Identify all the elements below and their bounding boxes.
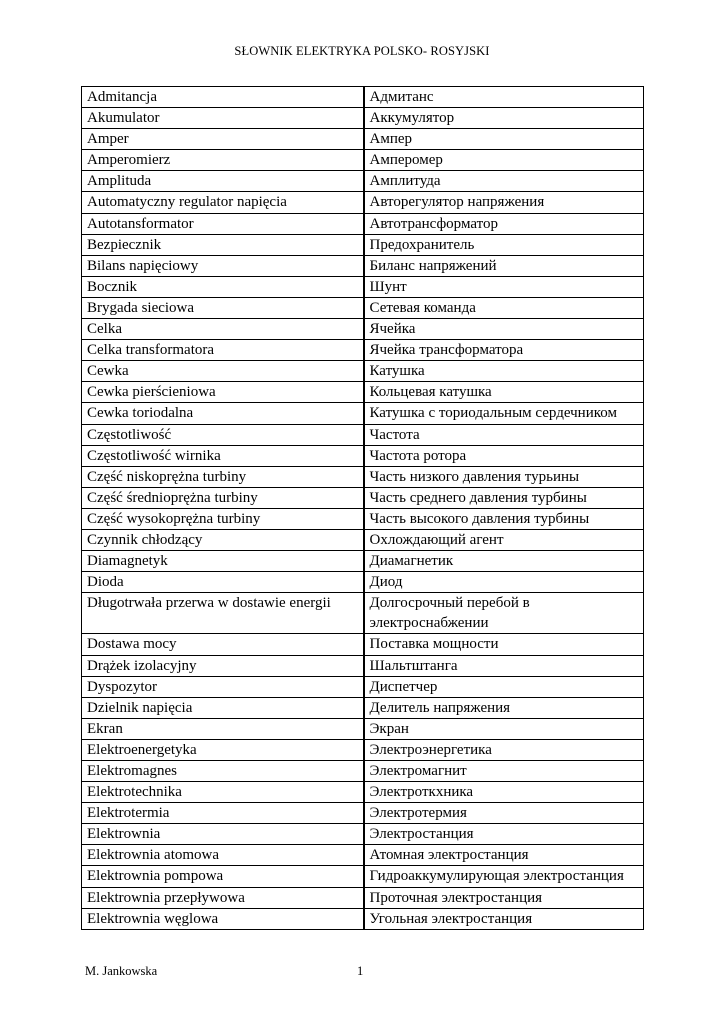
russian-term: Авторегулятор напряжения [364, 192, 644, 213]
russian-term: Гидроаккумулирующая электростанция [364, 866, 644, 887]
table-row [82, 529, 644, 550]
table-row [82, 192, 644, 213]
table-row [82, 171, 644, 192]
polish-term: Ekran [82, 718, 364, 739]
russian-term: Амперомер [364, 150, 644, 171]
table-row [82, 445, 644, 466]
russian-term: Диамагнетик [364, 551, 644, 572]
russian-term: Поставка мощности [364, 634, 644, 655]
polish-term: Elektrownia węglowa [82, 908, 364, 929]
russian-term: Шунт [364, 276, 644, 297]
table-row [82, 424, 644, 445]
table-row [82, 213, 644, 234]
polish-term: Część niskoprężna turbiny [82, 466, 364, 487]
polish-term: Drążek izolacyjny [82, 655, 364, 676]
table-row [82, 718, 644, 739]
russian-term: Электростанция [364, 824, 644, 845]
polish-term: Diamagnetyk [82, 551, 364, 572]
table-row [82, 845, 644, 866]
table-row [82, 108, 644, 129]
russian-term: Автотрансформатор [364, 213, 644, 234]
polish-term: Elektrotechnika [82, 782, 364, 803]
polish-term: Amper [82, 129, 364, 150]
russian-term: Шальтштанга [364, 655, 644, 676]
table-row [82, 297, 644, 318]
table-row [82, 319, 644, 340]
polish-term: Dioda [82, 572, 364, 593]
polish-term: Celka [82, 319, 364, 340]
table-row [82, 824, 644, 845]
polish-term: Czynnik chłodzący [82, 529, 364, 550]
table-row [82, 551, 644, 572]
polish-term: Autotansformator [82, 213, 364, 234]
table-row [82, 340, 644, 361]
polish-term: Bilans napięciowy [82, 255, 364, 276]
polish-term: Część średnioprężna turbiny [82, 487, 364, 508]
russian-term: Ячейка [364, 319, 644, 340]
table-row [82, 739, 644, 760]
polish-term: Częstotliwość [82, 424, 364, 445]
polish-term: Celka transformatora [82, 340, 364, 361]
table-row [82, 782, 644, 803]
russian-term: Частота ротора [364, 445, 644, 466]
russian-term: Проточная электростанция [364, 887, 644, 908]
polish-term: Dzielnik napięcia [82, 697, 364, 718]
russian-term: Сетевая команда [364, 297, 644, 318]
polish-term: Elektrownia [82, 824, 364, 845]
polish-term: Elektrotermia [82, 803, 364, 824]
polish-term: Amplituda [82, 171, 364, 192]
russian-term: Диод [364, 572, 644, 593]
table-row [82, 593, 644, 634]
table-row [82, 87, 644, 108]
russian-term: Адмитанс [364, 87, 644, 108]
table-row [82, 382, 644, 403]
table-row [82, 908, 644, 929]
dictionary-table [81, 86, 644, 930]
table-row [82, 676, 644, 697]
table-row [82, 697, 644, 718]
russian-term: Катушка с ториодальным сердечником [364, 403, 644, 424]
russian-term: Охлождающий агент [364, 529, 644, 550]
polish-term: Elektrownia atomowa [82, 845, 364, 866]
russian-term: Диспетчер [364, 676, 644, 697]
russian-term: Часть низкого давления турьины [364, 466, 644, 487]
table-row [82, 572, 644, 593]
polish-term: Elektrownia przepływowa [82, 887, 364, 908]
table-row [82, 403, 644, 424]
table-row [82, 276, 644, 297]
russian-term: Долгосрочный перебой в электроснабжении [364, 593, 644, 634]
russian-term: Экран [364, 718, 644, 739]
russian-term: Угольная электростанция [364, 908, 644, 929]
table-row [82, 803, 644, 824]
table-row [82, 361, 644, 382]
polish-term: Cewka [82, 361, 364, 382]
polish-term: Bezpiecznik [82, 234, 364, 255]
table-row [82, 634, 644, 655]
polish-term: Dostawa mocy [82, 634, 364, 655]
polish-term: Cewka toriodalna [82, 403, 364, 424]
polish-term: Admitancja [82, 87, 364, 108]
russian-term: Электроэнергетика [364, 739, 644, 760]
table-row [82, 255, 644, 276]
polish-term: Dyspozytor [82, 676, 364, 697]
russian-term: Электроткхника [364, 782, 644, 803]
table-row [82, 487, 644, 508]
polish-term: Elektromagnes [82, 761, 364, 782]
table-row [82, 866, 644, 887]
polish-term: Akumulator [82, 108, 364, 129]
table-row [82, 466, 644, 487]
document-title: SŁOWNIK ELEKTRYKA POLSKO- ROSYJSKI [234, 44, 490, 58]
polish-term: Cewka pierścieniowa [82, 382, 364, 403]
table-row [82, 761, 644, 782]
russian-term: Предохранитель [364, 234, 644, 255]
polish-term: Automatyczny regulator napięcia [82, 192, 364, 213]
table-row [82, 655, 644, 676]
table-row [82, 234, 644, 255]
russian-term: Делитель напряжения [364, 697, 644, 718]
polish-term: Część wysokoprężna turbiny [82, 508, 364, 529]
russian-term: Ячейка трансформатора [364, 340, 644, 361]
polish-term: Brygada sieciowa [82, 297, 364, 318]
russian-term: Кольцевая катушка [364, 382, 644, 403]
russian-term: Аккумулятор [364, 108, 644, 129]
table-row [82, 508, 644, 529]
russian-term: Электромагнит [364, 761, 644, 782]
table-row [82, 887, 644, 908]
polish-term: Amperomierz [82, 150, 364, 171]
russian-term: Ампер [364, 129, 644, 150]
russian-term: Атомная электростанция [364, 845, 644, 866]
polish-term: Częstotliwość wirnika [82, 445, 364, 466]
russian-term: Амплитуда [364, 171, 644, 192]
footer-author: M. Jankowska [85, 964, 158, 978]
russian-term: Электротермия [364, 803, 644, 824]
russian-term: Часть среднего давления турбины [364, 487, 644, 508]
russian-term: Часть высокого давления турбины [364, 508, 644, 529]
polish-term: Bocznik [82, 276, 364, 297]
russian-term: Биланс напряжений [364, 255, 644, 276]
table-row [82, 129, 644, 150]
russian-term: Частота [364, 424, 644, 445]
dictionary-table-body [82, 87, 644, 930]
russian-term: Катушка [364, 361, 644, 382]
page-number: 1 [357, 964, 364, 978]
polish-term: Elektroenergetyka [82, 739, 364, 760]
polish-term: Elektrownia pompowa [82, 866, 364, 887]
table-row [82, 150, 644, 171]
polish-term: Długotrwała przerwa w dostawie energii [82, 593, 364, 634]
